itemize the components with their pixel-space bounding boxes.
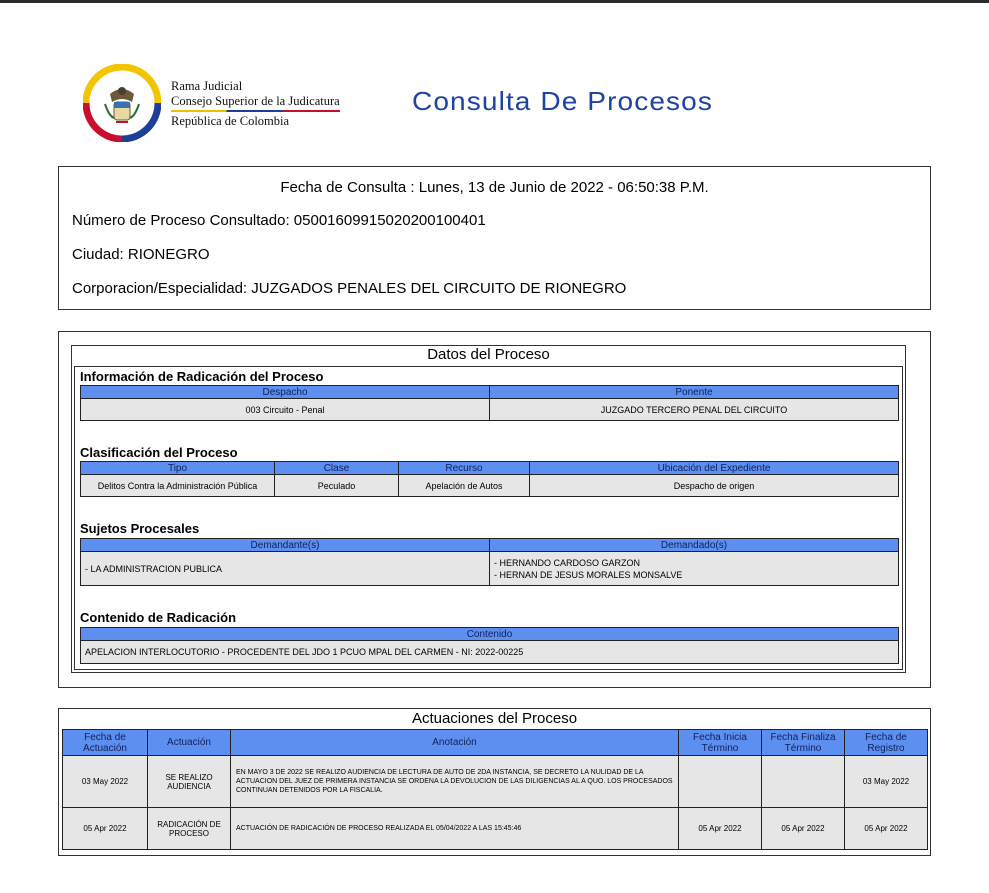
actuacion-header: Actuación bbox=[148, 730, 231, 756]
fecha-inicia-cell: 05 Apr 2022 bbox=[679, 808, 762, 850]
anotacion-cell: EN MAYO 3 DE 2022 SE REALIZO AUDIENCIA DE LECTURA DE AUTO DE 2DA INSTANCIA, SE DECRETO LA NULIDAD DE LA ACTUACION DEL JUEZ DE PRIMERA INSTANCIA SE ORDENA LA DEVOLUCION DE LAS DILIGENCIAS AL A QUO. LOS PROCESADOS CONTINUAN DETENIDOS POR LA FISCALIA. bbox=[231, 756, 679, 808]
clasificacion-title: Clasificación del Proceso bbox=[80, 445, 238, 460]
contenido-table bbox=[80, 627, 899, 664]
actuacion-cell: SE REALIZO AUDIENCIA bbox=[148, 756, 231, 808]
fecha-inicia-cell bbox=[679, 756, 762, 808]
despacho-header: Despacho bbox=[81, 386, 490, 399]
contenido-title: Contenido de Radicación bbox=[80, 610, 237, 625]
org-line-3: República de Colombia bbox=[171, 114, 290, 128]
actuacion-cell: RADICACIÓN DE PROCESO bbox=[148, 808, 231, 850]
datos-proceso-title: Datos del Proceso bbox=[427, 346, 550, 363]
fecha-inicia-header: Fecha Inicia Término bbox=[679, 730, 762, 756]
recurso-header: Recurso bbox=[399, 462, 530, 475]
despacho-cell: 003 Circuito - Penal bbox=[81, 399, 490, 421]
org-line-1: Rama Judicial bbox=[171, 79, 243, 93]
fecha-registro-header: Fecha de Registro bbox=[845, 730, 928, 756]
ponente-header: Ponente bbox=[490, 386, 899, 399]
fecha-registro-cell: 05 Apr 2022 bbox=[845, 808, 928, 850]
demandante-header: Demandante(s) bbox=[81, 539, 490, 552]
demandado-header: Demandado(s) bbox=[490, 539, 899, 552]
ciudad-value: RIONEGRO bbox=[127, 246, 210, 263]
actuaciones-box bbox=[58, 708, 931, 856]
fecha-actuacion-header: Fecha de Actuación bbox=[63, 730, 148, 756]
anotacion-header: Anotación bbox=[231, 730, 679, 756]
ponente-cell: JUZGADO TERCERO PENAL DEL CIRCUITO bbox=[490, 399, 899, 421]
datos-proceso-content bbox=[74, 366, 903, 670]
numero-proceso-label: Número de Proceso Consultado: bbox=[72, 212, 290, 229]
ciudad-label: Ciudad: bbox=[72, 246, 124, 263]
rama-judicial-seal-logo bbox=[83, 64, 161, 142]
contenido-header: Contenido bbox=[81, 628, 899, 641]
anotacion-cell: ACTUACIÓN DE RADICACIÓN DE PROCESO REALIZADA EL 05/04/2022 A LAS 15:45:46 bbox=[231, 808, 679, 850]
table-row bbox=[63, 808, 928, 850]
fecha-consulta: Fecha de Consulta : Lunes, 13 de Junio de 2022 - 06:50:38 P.M. bbox=[280, 179, 709, 196]
corporacion-row bbox=[72, 280, 626, 297]
demandado-item: - HERNAN DE JESUS MORALES MONSALVE bbox=[494, 569, 683, 580]
numero-proceso-row bbox=[72, 212, 486, 229]
corporacion-label: Corporacion/Especialidad: bbox=[72, 280, 248, 297]
radicacion-table bbox=[80, 385, 899, 421]
radicacion-title: Información de Radicación del Proceso bbox=[80, 369, 324, 384]
ciudad-row bbox=[72, 246, 210, 263]
top-border bbox=[0, 0, 989, 3]
actuaciones-table bbox=[62, 729, 928, 850]
tipo-header: Tipo bbox=[81, 462, 275, 475]
page-title: Consulta De Procesos bbox=[412, 86, 713, 116]
recurso-cell: Apelación de Autos bbox=[399, 475, 530, 497]
fecha-finaliza-cell: 05 Apr 2022 bbox=[762, 808, 845, 850]
datos-proceso-panel bbox=[71, 345, 906, 673]
sujetos-title: Sujetos Procesales bbox=[80, 521, 200, 536]
demandante-cell: - LA ADMINISTRACION PUBLICA bbox=[81, 552, 490, 586]
clase-cell: Peculado bbox=[275, 475, 399, 497]
fecha-actuacion-cell: 05 Apr 2022 bbox=[63, 808, 148, 850]
tipo-cell: Delitos Contra la Administración Pública bbox=[81, 475, 275, 497]
fecha-finaliza-cell bbox=[762, 756, 845, 808]
demandado-cell bbox=[490, 552, 899, 586]
consulta-info-box bbox=[58, 166, 931, 310]
fecha-finaliza-header: Fecha Finaliza Término bbox=[762, 730, 845, 756]
contenido-cell: APELACION INTERLOCUTORIO - PROCEDENTE DEL JDO 1 PCUO MPAL DEL CARMEN - NI: 2022-00225 bbox=[81, 641, 899, 664]
organization-name bbox=[171, 79, 340, 129]
clase-header: Clase bbox=[275, 462, 399, 475]
fecha-registro-cell: 03 May 2022 bbox=[845, 756, 928, 808]
org-line-2: Consejo Superior de la Judicatura bbox=[171, 94, 340, 108]
numero-proceso-value: 05001609915020200100401 bbox=[293, 212, 486, 229]
actuaciones-title: Actuaciones del Proceso bbox=[411, 710, 578, 727]
corporacion-value: JUZGADOS PENALES DEL CIRCUITO DE RIONEGRO bbox=[251, 280, 627, 297]
fecha-actuacion-cell: 03 May 2022 bbox=[63, 756, 148, 808]
datos-proceso-box bbox=[58, 331, 931, 688]
clasificacion-table bbox=[80, 461, 899, 497]
ubicacion-header: Ubicación del Expediente bbox=[530, 462, 899, 475]
sujetos-table bbox=[80, 538, 899, 586]
ubicacion-cell: Despacho de origen bbox=[530, 475, 899, 497]
table-row bbox=[63, 756, 928, 808]
demandado-item: - HERNANDO CARDOSO GARZON bbox=[494, 557, 641, 568]
